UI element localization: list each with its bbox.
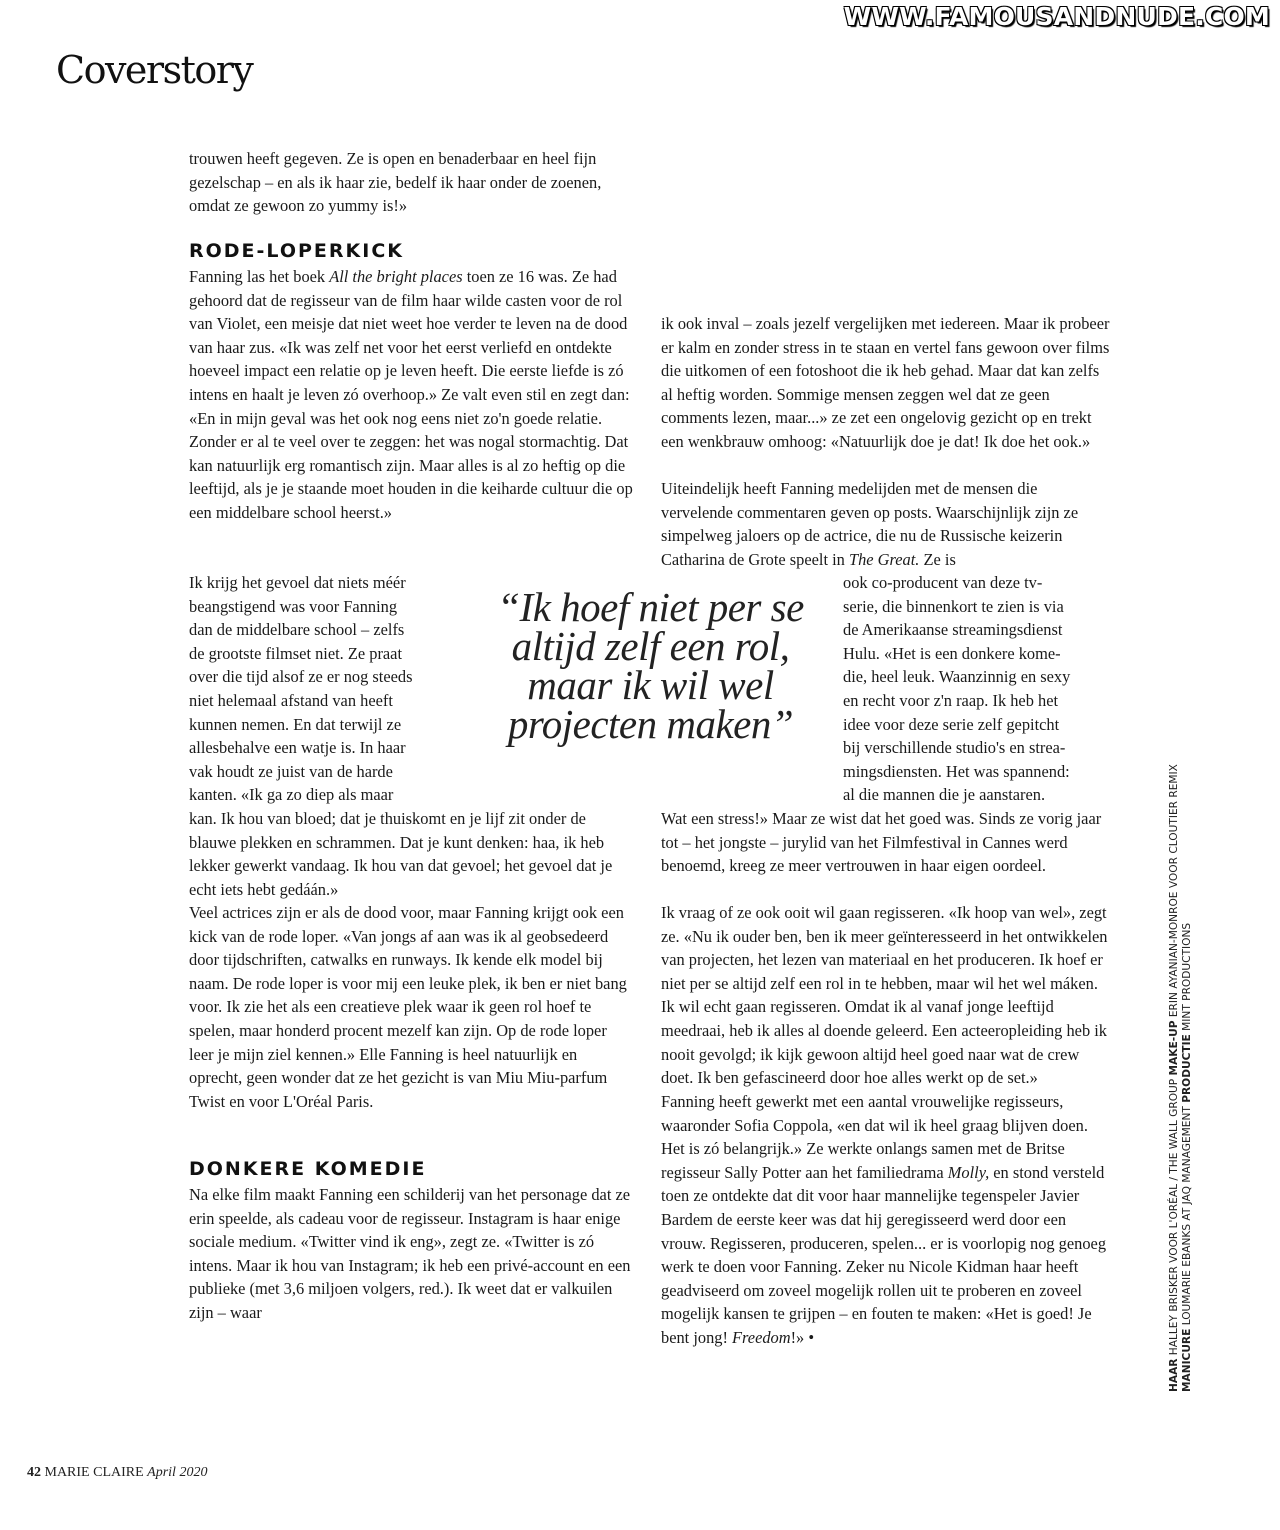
paragraph-the-great: Uiteindelijk heeft Fanning medelijden met de mensen die vervelende commentaren geven op posts. Waarschijnlijk zijn ze simpelweg jaloers op de actrice, die nu de Russische keizerin Catharina de Grote speelt in The Great. Ze is xyxy=(661,479,1079,569)
paragraph-wrap-left: Ik krijg het gevoel dat niets méér beangstigend was voor Fanning dan de middelbare school – zelfs de grootste filmset niet. Ze praat over die tijd alsof ze er nog steeds niet helemaal afstand van heeft kunnen nemen. En dat terwijl ze allesbehalve een watje is. In haar vak houdt ze juist van de harde kanten. «Ik ga zo diep als maar xyxy=(189,573,413,805)
credits-line-1: HAAR HALLEY BRISKER VOOR L'ORÉAL / THE WALL GROUP MAKE-UP ERIN AYANIAN-MONROE VOOR CLOUTIER REMIX xyxy=(1168,764,1180,1392)
subheading-donkere-komedie: DONKERE KOMEDIE xyxy=(189,1158,427,1180)
paragraph-instagram: Na elke film maakt Fanning een schilderij van het personage dat ze erin speelde, als cadeau voor de regisseur. Instagram is haar enige sociale medium. «Twitter vind ik eng», zegt ze. «Twitter is zó intens. Maar ik hou van Instagram; ik heb een privé-account en een publieke (met 3,6 miljoen volgers, red.). Ik weet dat er valkuilen zijn – waar xyxy=(189,1185,631,1322)
book-title: All the bright places xyxy=(329,267,463,286)
paragraph-cannes: Wat een stress!» Maar ze wist dat het goed was. Sinds ze vorig jaar tot – het jongste – jurylid van het Filmfestival in Cannes werd benoemd, kreeg ze meer vertrouwen in haar eigen oordeel. xyxy=(661,809,1102,876)
issue-date: April 2020 xyxy=(147,1465,208,1480)
paragraph-female-directors: Fanning heeft gewerkt met een aantal vrouwelijke regisseurs, waaronder Sofia Coppola, «en dat wil ik heel graag blijven doen. Het is zó belangrijk.» Ze werkte onlangs samen met de Britse regisseur Sally Potter aan het familiedrama Molly, en stond versteld toen ze ontdekte dat dit voor haar mannelijke tegenspeler Javier Bardem de eerste keer was dat hij geregisseerd werd door een vrouw. Regisseren, produceren, spelen... er is voorlopig nog genoeg werk te doen voor Fanning. Zeker nu Nicole Kidman haar heeft geadviseerd om zoveel mogelijk rollen uit te proberen en zoveel mogelijk kansen te grijpen – en fouten te maken: «Het is goed! Je bent jong! Freedom!» • xyxy=(661,1092,1107,1347)
page-footer xyxy=(27,1465,207,1481)
paragraph-wrap-right: ook co-producent van deze tv- serie, die binnenkort te zien is via de Amerikaanse streamingsdienst Hulu. «Het is een donkere kome- die, heel leuk. Waanzinnig en sexy en recht voor z'n raap. Ik heb het idee voor deze serie zelf gepitcht bij verschillende studio's en strea- mingsdiensten. Het was spannend: al die mannen die je aanstaren. xyxy=(843,573,1071,805)
paragraph-comments: ik ook inval – zoals jezelf vergelijken met iedereen. Maar ik probeer er kalm en zonder stress in te staan en vertel fans gewoon over films die uitkomen of een fotoshoot die ik heb gehad. Maar dat kan zelfs al heftig worden. Sommige mensen zeggen wel dat ze geen comments lezen, maar...» ze zet een ongelovig gezicht op en trekt een wenkbrauw omhoog: «Natuurlijk doe je dat! Ik doe het ook.» xyxy=(661,314,1110,451)
paragraph-directing: Ik vraag of ze ook ooit wil gaan regisseren. «Ik hoop van wel», zegt ze. «Nu ik ouder ben, ben ik meer geïnteresseerd in het ontwikkelen van projecten, het lezen van materiaal en het produceren. Ik hoef er niet per se altijd zelf een rol in te hebben, maar wil het wel máken. Ik wil echt gaan regisseren. Omdat ik al vanaf jonge leeftijd meedraai, heb ik alles al doende geleerd. Een acteeropleiding heb ik nooit gevolgd; ik kijk gewoon altijd heel goed naar wat de crew doet. Ik ben gefascineerd door hoe alles werkt op de set.» xyxy=(661,903,1108,1088)
subheading-rode-loperkick: RODE-LOPERKICK xyxy=(189,240,404,262)
page-number: 42 xyxy=(27,1465,41,1480)
paragraph-blood: kan. Ik hou van bloed; dat je thuiskomt en je lijf zit onder de blauwe plekken en schrammen. Dat je kunt denken: haa, ik heb lekker gewerkt vandaag. Ik hou van dat gevoel; het gevoel dat je echt iets hebt gedáán.» xyxy=(189,809,613,899)
pull-quote: “Ik hoef niet per se altijd zelf een rol, maar ik wil wel projecten maken” xyxy=(497,584,804,747)
magazine-name: MARIE CLAIRE xyxy=(44,1465,144,1480)
watermark: WWW.FAMOUSANDNUDE.COM xyxy=(843,2,1270,31)
intro-paragraph: trouwen heeft gegeven. Ze is open en benaderbaar en heel fijn gezelschap – en als ik haar zie, bedelf ik haar onder de zoenen, omdat ze gewoon zo yummy is!» xyxy=(189,149,602,216)
photo-credits xyxy=(1168,742,1194,1392)
paragraph-book: Fanning las het boek All the bright places toen ze 16 was. Ze had gehoord dat de regisseur van de film haar wilde casten voor de rol van Violet, een meisje dat niet weet hoe verder te leven na de dood van haar zus. «Ik was zelf net voor het eerst verliefd en ontdekte hoeveel impact een relatie op je leven heeft. Die eerste liefde is zó intens en haalt je leven zó overhoop.» Ze valt even stil en zegt dan: «En in mijn geval was het ook nog eens niet zo'n goede relatie. Zonder er al te veel over te zeggen: het was nogal stormachtig. Dat kan natuurlijk erg romantisch zijn. Maar alles is al zo heftig op die leeftijd, als je je staande moet houden in die keiharde cultuur die op een middelbare school heerst.» xyxy=(189,267,633,522)
paragraph-red-carpet: Veel actrices zijn er als de dood voor, maar Fanning krijgt ook een kick van de rode loper. «Van jongs af aan was ik al geobsedeerd door tijdschriften, catwalks en runways. Ik kende elk model bij naam. De rode loper is voor mij een leuke plek, ik ben er niet bang voor. Ik zie het als een creatieve plek waar ik geen rol hoef te spelen, maar honderd procent mezelf kan zijn. Op de rode loper leer je mijn ziel kennen.» Elle Fanning is heel natuurlijk en oprecht, geen wonder dat ze het gezicht is van Miu Miu-parfum Twist en voor L'Oréal Paris. xyxy=(189,903,627,1111)
freedom-word: Freedom xyxy=(732,1327,791,1347)
show-title: The Great. xyxy=(848,549,920,569)
section-title: Coverstory xyxy=(56,48,253,92)
credits-line-2: MANICURE LOUMARIE EBANKS AT JAQ MANAGEMENT PRODUCTIE MINT PRODUCTIONS xyxy=(1181,922,1193,1392)
film-title: Molly, xyxy=(947,1162,990,1182)
